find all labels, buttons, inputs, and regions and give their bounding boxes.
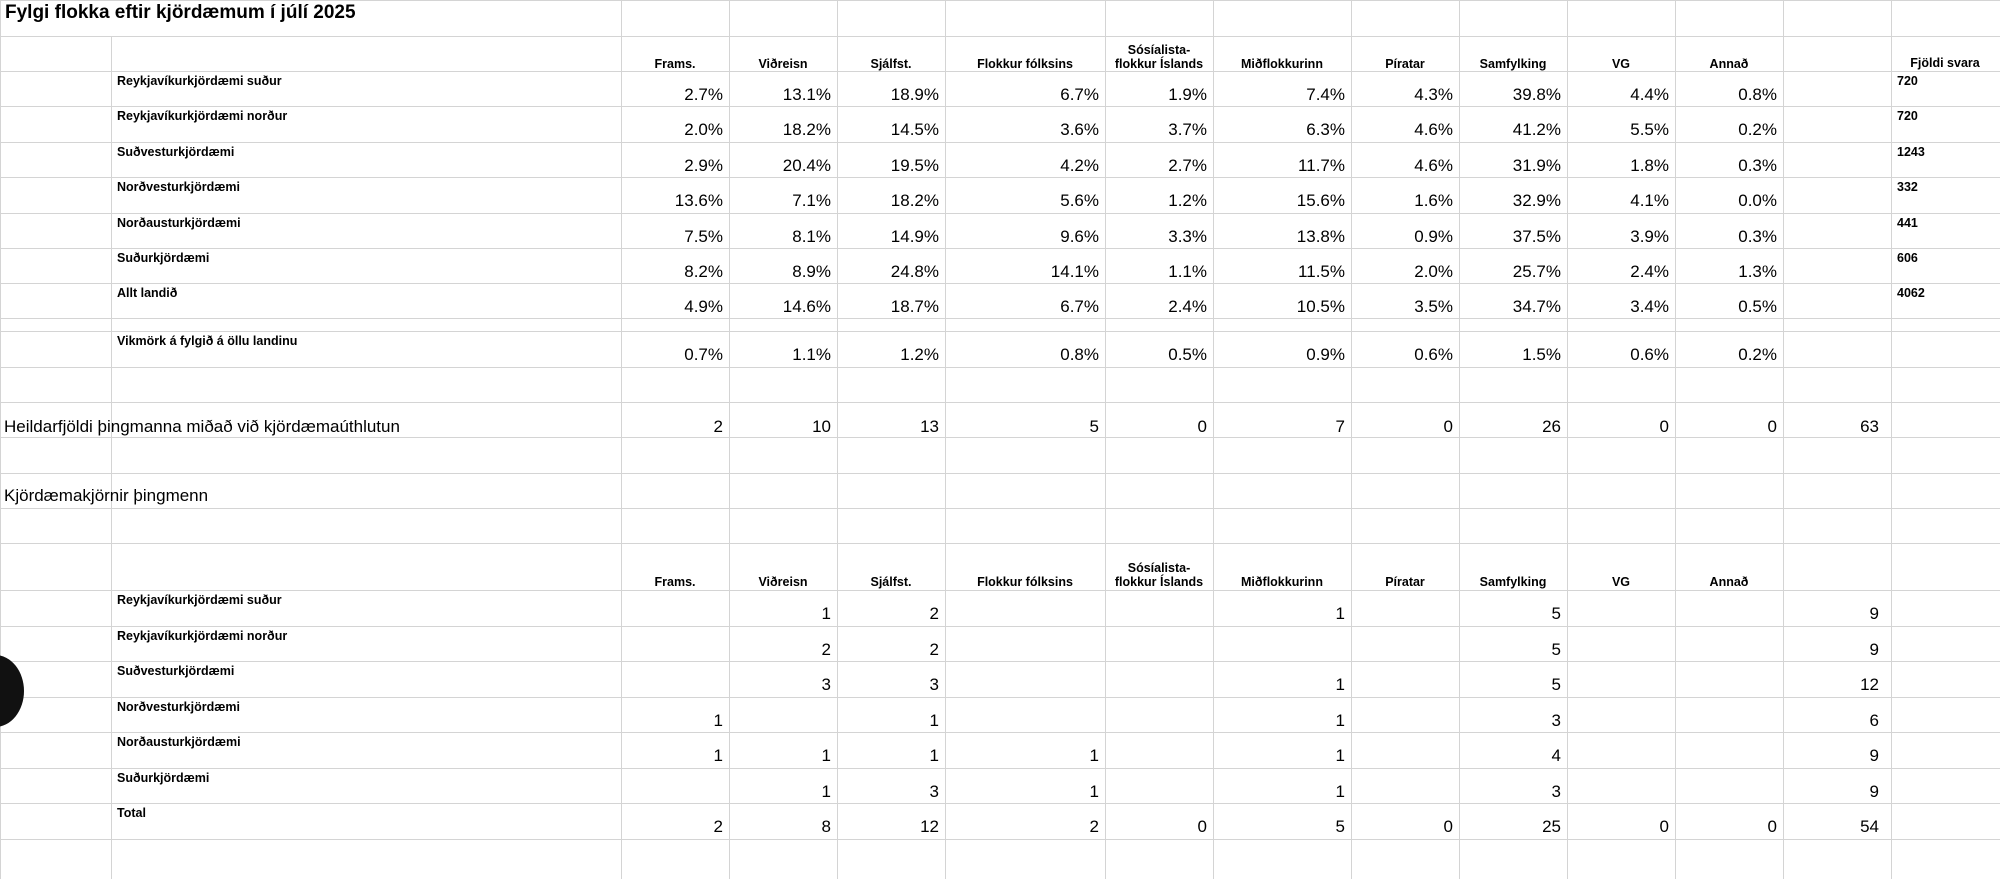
total-seats-cell: 0 [1659, 417, 1669, 436]
seat-row-total: 9 [1869, 746, 1879, 765]
support-cell: 5.6% [1060, 191, 1099, 210]
seat-row-label: Reykjavíkurkjördæmi suður [117, 593, 282, 607]
support-cell: 10.5% [1296, 297, 1345, 316]
seat-row-total: 9 [1869, 640, 1879, 659]
support-count: 332 [1897, 180, 1918, 194]
support-header-5: Miðflokkurinn [1241, 57, 1323, 71]
support-cell: 15.6% [1296, 191, 1345, 210]
total-seats-cell: 5 [1089, 417, 1099, 436]
seat-cell: 2 [713, 817, 723, 836]
seat-cell: 1 [713, 746, 723, 765]
support-cell: 18.7% [890, 297, 939, 316]
total-seats-cell: 7 [1335, 417, 1345, 436]
seat-cell: 5 [1551, 640, 1561, 659]
seat-cell: 3 [1551, 711, 1561, 730]
support-cell: 2.7% [684, 85, 723, 104]
support-row-label: Reykjavíkurkjördæmi suður [117, 74, 282, 88]
seat-cell: 2 [1089, 817, 1099, 836]
support-cell: 4.3% [1414, 85, 1453, 104]
support-header-9: Annað [1709, 57, 1749, 71]
support-cell: 31.9% [1512, 156, 1561, 175]
seat-cell: 1 [821, 604, 831, 623]
seat-row-total: 12 [1860, 675, 1879, 694]
support-cell: 18.2% [890, 191, 939, 210]
support-count: 606 [1897, 251, 1918, 265]
support-cell: 14.1% [1050, 262, 1099, 281]
seats-header-4: Sósíalista- flokkur Íslands [1114, 561, 1204, 589]
support-cell: 1.6% [1414, 191, 1453, 210]
support-count: 720 [1897, 109, 1918, 123]
support-count: 4062 [1897, 286, 1925, 300]
count-header: Fjöldi svara [1910, 56, 1980, 70]
total-seats-cell: 13 [920, 417, 939, 436]
margin-cell: 0.7% [684, 345, 723, 364]
support-cell: 34.7% [1512, 297, 1561, 316]
seat-cell: 3 [1551, 782, 1561, 801]
support-cell: 0.8% [1738, 85, 1777, 104]
seats-header-5: Miðflokkurinn [1241, 575, 1323, 589]
support-cell: 39.8% [1512, 85, 1561, 104]
support-cell: 13.8% [1296, 227, 1345, 246]
margin-cell: 0.5% [1168, 345, 1207, 364]
seats-header-8: VG [1611, 575, 1631, 589]
support-cell: 32.9% [1512, 191, 1561, 210]
support-cell: 5.5% [1630, 120, 1669, 139]
section2-title: Kjördæmakjörnir þingmenn [4, 486, 209, 505]
support-cell: 14.6% [782, 297, 831, 316]
seat-cell: 3 [821, 675, 831, 694]
seat-row-label: Total [117, 806, 146, 820]
support-row-label: Reykjavíkurkjördæmi norður [117, 109, 288, 123]
support-header-4: Sósíalista- flokkur Íslands [1114, 43, 1204, 71]
support-cell: 2.0% [1414, 262, 1453, 281]
seat-cell: 0 [1659, 817, 1669, 836]
support-cell: 13.6% [674, 191, 723, 210]
seat-cell: 1 [1335, 675, 1345, 694]
seat-cell: 1 [1089, 782, 1099, 801]
support-cell: 25.7% [1512, 262, 1561, 281]
support-cell: 2.0% [684, 120, 723, 139]
seat-row-label: Suðvesturkjördæmi [117, 664, 235, 678]
support-cell: 4.1% [1630, 191, 1669, 210]
seat-cell: 25 [1542, 817, 1561, 836]
support-cell: 9.6% [1060, 227, 1099, 246]
support-cell: 2.9% [684, 156, 723, 175]
support-row-label: Norðvesturkjördæmi [117, 180, 240, 194]
seat-cell: 12 [920, 817, 939, 836]
seat-cell: 0 [1767, 817, 1777, 836]
seat-cell: 1 [1335, 711, 1345, 730]
support-cell: 2.4% [1630, 262, 1669, 281]
seat-cell: 8 [821, 817, 831, 836]
support-header-1: Viðreisn [758, 57, 808, 71]
support-cell: 0.0% [1738, 191, 1777, 210]
seat-cell: 1 [821, 746, 831, 765]
support-row-label: Allt landið [117, 286, 178, 300]
seat-cell: 1 [1089, 746, 1099, 765]
support-cell: 4.6% [1414, 156, 1453, 175]
total-seats-cell: 0 [1197, 417, 1207, 436]
support-cell: 4.6% [1414, 120, 1453, 139]
seat-cell: 1 [1335, 782, 1345, 801]
support-cell: 6.3% [1306, 120, 1345, 139]
seat-cell: 1 [1335, 746, 1345, 765]
support-row-label: Suðurkjördæmi [117, 251, 210, 265]
support-cell: 4.2% [1060, 156, 1099, 175]
seat-cell: 2 [821, 640, 831, 659]
support-cell: 7.4% [1306, 85, 1345, 104]
total-seats-cell: 0 [1767, 417, 1777, 436]
seat-cell: 3 [929, 675, 939, 694]
seat-row-label: Suðurkjördæmi [117, 771, 210, 785]
seats-header-9: Annað [1709, 575, 1749, 589]
support-cell: 6.7% [1060, 85, 1099, 104]
seat-cell: 1 [929, 711, 939, 730]
margin-cell: 0.2% [1738, 345, 1777, 364]
seat-cell: 5 [1335, 817, 1345, 836]
seats-header-3: Flokkur fólksins [977, 575, 1073, 589]
support-cell: 1.3% [1738, 262, 1777, 281]
seat-cell: 0 [1443, 817, 1453, 836]
support-cell: 2.7% [1168, 156, 1207, 175]
total-seats-sum: 63 [1860, 417, 1879, 436]
support-header-3: Flokkur fólksins [977, 57, 1073, 71]
support-cell: 11.7% [1298, 156, 1345, 175]
margin-row-label: Vikmörk á fylgið á öllu landinu [117, 334, 298, 348]
support-cell: 14.5% [890, 120, 939, 139]
support-cell: 13.1% [782, 85, 831, 104]
support-cell: 3.3% [1168, 227, 1207, 246]
seat-row-label: Norðvesturkjördæmi [117, 700, 240, 714]
total-seats-cell: 26 [1542, 417, 1561, 436]
support-cell: 3.7% [1168, 120, 1207, 139]
support-cell: 8.1% [792, 227, 831, 246]
seat-row-label: Reykjavíkurkjördæmi norður [117, 629, 288, 643]
seat-cell: 3 [929, 782, 939, 801]
seat-cell: 0 [1197, 817, 1207, 836]
seat-row-total: 6 [1869, 711, 1879, 730]
total-seats-cell: 2 [713, 417, 723, 436]
support-cell: 11.5% [1298, 262, 1345, 281]
support-cell: 8.9% [792, 262, 831, 281]
seat-cell: 4 [1551, 746, 1561, 765]
support-cell: 3.5% [1414, 297, 1453, 316]
support-cell: 0.3% [1738, 227, 1777, 246]
margin-cell: 0.9% [1306, 345, 1345, 364]
support-cell: 19.5% [890, 156, 939, 175]
support-cell: 37.5% [1512, 227, 1561, 246]
seats-header-1: Viðreisn [758, 575, 808, 589]
support-cell: 14.9% [890, 227, 939, 246]
support-cell: 8.2% [684, 262, 723, 281]
margin-cell: 1.2% [900, 345, 939, 364]
support-cell: 7.1% [792, 191, 831, 210]
margin-cell: 1.5% [1522, 345, 1561, 364]
seat-cell: 1 [929, 746, 939, 765]
seat-row-total: 54 [1860, 817, 1879, 836]
margin-cell: 0.8% [1060, 345, 1099, 364]
support-cell: 20.4% [782, 156, 831, 175]
support-cell: 7.5% [684, 227, 723, 246]
margin-cell: 0.6% [1630, 345, 1669, 364]
seat-row-label: Norðausturkjördæmi [117, 735, 241, 749]
margin-cell: 0.6% [1414, 345, 1453, 364]
seats-header-7: Samfylking [1479, 575, 1547, 589]
support-cell: 18.9% [890, 85, 939, 104]
seats-header-2: Sjálfst. [870, 575, 912, 589]
seat-cell: 2 [929, 604, 939, 623]
support-cell: 4.9% [684, 297, 723, 316]
seat-row-total: 9 [1869, 782, 1879, 801]
seat-cell: 2 [929, 640, 939, 659]
floating-circle-button[interactable] [0, 655, 24, 727]
support-cell: 41.2% [1512, 120, 1561, 139]
support-cell: 18.2% [782, 120, 831, 139]
support-row-label: Norðausturkjördæmi [117, 216, 241, 230]
support-row-label: Suðvesturkjördæmi [117, 145, 235, 159]
total-seats-cell: 0 [1443, 417, 1453, 436]
seats-header-0: Frams. [654, 575, 696, 589]
support-count: 1243 [1897, 145, 1925, 159]
support-header-6: Píratar [1385, 57, 1425, 71]
seat-row-total: 9 [1869, 604, 1879, 623]
support-header-2: Sjálfst. [870, 57, 912, 71]
support-cell: 1.8% [1630, 156, 1669, 175]
support-cell: 3.4% [1630, 297, 1669, 316]
support-cell: 1.1% [1168, 262, 1207, 281]
support-cell: 0.5% [1738, 297, 1777, 316]
margin-cell: 1.1% [792, 345, 831, 364]
total-seats-cell: 10 [812, 417, 831, 436]
support-cell: 4.4% [1630, 85, 1669, 104]
support-count: 720 [1897, 74, 1918, 88]
seat-cell: 5 [1551, 604, 1561, 623]
total-seats-label: Heildarfjöldi þingmanna miðað við kjördæmaúthlutun [4, 417, 400, 436]
seat-cell: 1 [1335, 604, 1345, 623]
seat-cell: 1 [713, 711, 723, 730]
support-cell: 1.2% [1168, 191, 1207, 210]
support-count: 441 [1897, 216, 1918, 230]
support-cell: 3.6% [1060, 120, 1099, 139]
support-header-8: VG [1611, 57, 1631, 71]
seat-cell: 5 [1551, 675, 1561, 694]
support-cell: 6.7% [1060, 297, 1099, 316]
support-cell: 0.3% [1738, 156, 1777, 175]
seats-header-6: Píratar [1385, 575, 1425, 589]
support-cell: 0.2% [1738, 120, 1777, 139]
support-cell: 2.4% [1168, 297, 1207, 316]
support-cell: 3.9% [1630, 227, 1669, 246]
seat-cell: 1 [821, 782, 831, 801]
support-cell: 0.9% [1414, 227, 1453, 246]
support-cell: 1.9% [1168, 85, 1207, 104]
support-header-0: Frams. [654, 57, 696, 71]
sheet-title: Fylgi flokka eftir kjördæmum í júlí 2025 [5, 2, 356, 23]
support-cell: 24.8% [890, 262, 939, 281]
support-header-7: Samfylking [1479, 57, 1547, 71]
